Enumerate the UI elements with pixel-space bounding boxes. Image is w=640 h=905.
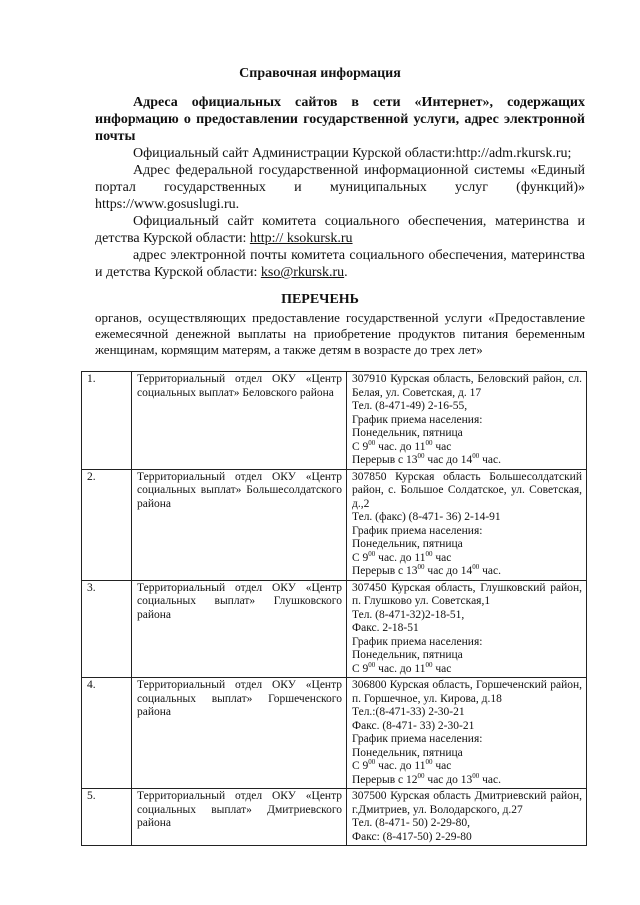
row-number: 5.	[82, 789, 132, 846]
office-address-cell	[347, 789, 587, 846]
schedule-hours: С $9^{00}$ час. до $11^{00}$ час	[352, 549, 452, 564]
office-phone: Тел.:(8-471-33) 2-30-21	[352, 706, 465, 718]
offices-table-body	[82, 372, 587, 846]
row-number: 2.	[82, 469, 132, 580]
table-row	[82, 678, 587, 789]
intro-committee-site	[95, 213, 585, 247]
offices-table	[81, 371, 587, 846]
schedule-title: График приема населения:	[352, 635, 483, 648]
intro-gosuslugi: Адрес федеральной государственной информационной системы «Единый портал государственных и муниципальных услуг (функций)» https://www.gosuslugi.ru.	[95, 163, 585, 212]
schedule-break: Перерыв с $13^{00}$ час до $14^{00}$ час.	[352, 452, 501, 466]
office-address-cell	[347, 678, 587, 789]
intro-admin-site: Официальный сайт Администрации Курской области:http://adm.rkursk.ru;	[133, 146, 572, 161]
intro-email-end: .	[344, 265, 348, 280]
schedule-break-sup: 00	[472, 771, 480, 780]
intro-committee-email	[95, 247, 585, 281]
schedule-days: Понедельник, пятница	[352, 649, 463, 661]
committee-site-link[interactable]: http:// ksokursk.ru	[249, 231, 353, 246]
office-address: 306800 Курская область, Горшеченский район, п. Горшечное, ул. Кирова, д.18	[352, 679, 582, 705]
intro-block	[95, 94, 585, 281]
office-address: 307850 Курская область Большесолдатский район, с. Большое Солдатское, ул. Советская, д.,2	[352, 470, 582, 510]
schedule-hours-sup: 00	[368, 660, 376, 669]
office-address-cell	[347, 372, 587, 470]
schedule-break-sup: 00	[472, 452, 480, 461]
schedule-hours: С $9^{00}$ час. до $11^{00}$ час	[352, 758, 452, 772]
office-address-cell	[347, 580, 587, 678]
schedule-title: График приема населения:	[352, 524, 483, 537]
office-address: 307910 Курская область, Беловский район, сл. Белая, ул. Советская, д. 17	[352, 373, 582, 399]
office-address: 307500 Курская область Дмитриевский район, г.Дмитриев, ул. Володарского, д.27	[352, 790, 582, 816]
schedule-title: График приема населения:	[352, 413, 483, 426]
schedule-days: Понедельник, пятница	[352, 427, 463, 439]
office-phone: Тел. (8-471-49) 2-16-55,	[352, 400, 468, 412]
office-fax: Факс. 2-18-51	[352, 622, 419, 634]
schedule-break: Перерыв с $13^{00}$ час до $14^{00}$ час.	[352, 563, 501, 577]
office-name: Территориальный отдел ОКУ «Центр социальных выплат» Горшеченского района	[132, 678, 347, 789]
schedule-break-sup: 00	[417, 452, 425, 461]
office-phone: Тел. (8-471- 50) 2-29-80,	[352, 817, 471, 829]
schedule-hours-sup: 00	[425, 549, 433, 558]
schedule-break-sup: 00	[417, 771, 425, 780]
row-number: 4.	[82, 678, 132, 789]
office-name: Территориальный отдел ОКУ «Центр социальных выплат» Дмитриевского района	[132, 789, 347, 846]
schedule-hours-sup: 00	[425, 758, 433, 767]
schedule-days: Понедельник, пятница	[352, 746, 463, 759]
office-fax: Факс: (8-417-50) 2-29-80	[352, 830, 472, 843]
committee-email-link[interactable]: kso@rkursk.ru	[260, 265, 345, 280]
schedule-break-sup: 00	[417, 563, 425, 572]
intro-heading: Адреса официальных сайтов в сети «Интернет», содержащих информацию о предоставлении государственной услуги, адрес электронной почты	[95, 95, 585, 144]
table-row	[82, 789, 587, 846]
office-name: Территориальный отдел ОКУ «Центр социальных выплат» Большесолдатского района	[132, 469, 347, 580]
schedule-hours-sup: 00	[368, 438, 376, 447]
schedule-hours-sup: 00	[368, 758, 376, 767]
office-address: 307450 Курская область, Глушковский район, п. Глушково ул. Советская,1	[352, 581, 582, 607]
office-name: Территориальный отдел ОКУ «Центр социальных выплат» Глушковского района	[132, 580, 347, 678]
schedule-hours-sup: 00	[368, 549, 376, 558]
schedule-hours-sup: 00	[425, 660, 433, 669]
schedule-title: График приема населения:	[352, 733, 483, 745]
schedule-break-sup: 00	[472, 563, 480, 572]
schedule-hours-sup: 00	[425, 438, 433, 447]
table-row	[82, 372, 587, 470]
table-row	[82, 469, 587, 580]
office-name: Территориальный отдел ОКУ «Центр социальных выплат» Беловского района	[132, 372, 347, 470]
schedule-days: Понедельник, пятница	[352, 538, 463, 550]
office-address-cell	[347, 469, 587, 580]
office-phone: Тел. (8-471-32)2-18-51,	[352, 608, 465, 621]
page-title: Справочная информация	[239, 66, 401, 81]
office-fax: Факс. (8-471- 33) 2-30-21	[352, 719, 475, 732]
list-subtitle: органов, осуществляющих предоставление государственной услуги «Предоставление ежемесячной денежной выплаты на приобретение продуктов питания беременным женщинам, кормящим матерям, а также детям в возрасте до трех лет»	[95, 310, 585, 357]
schedule-hours: С $9^{00}$ час. до $11^{00}$ час	[352, 438, 452, 453]
table-row	[82, 580, 587, 678]
office-phone: Тел. (факс) (8-471- 36) 2-14-91	[352, 511, 501, 523]
list-title: ПЕРЕЧЕНЬ	[281, 292, 359, 307]
intro-committee-text: Официальный сайт комитета социального обеспечения, материнства и детства Курской области:	[95, 214, 585, 246]
row-number: 1.	[82, 372, 132, 470]
schedule-hours: С $9^{00}$ час. до $11^{00}$ час	[352, 660, 452, 675]
intro-email-text: адрес электронной почты комитета социального обеспечения, материнства и детства Курской области:	[95, 248, 585, 280]
row-number: 3.	[82, 580, 132, 678]
schedule-break: Перерыв с $12^{00}$ час до $13^{00}$ час.	[352, 771, 501, 786]
